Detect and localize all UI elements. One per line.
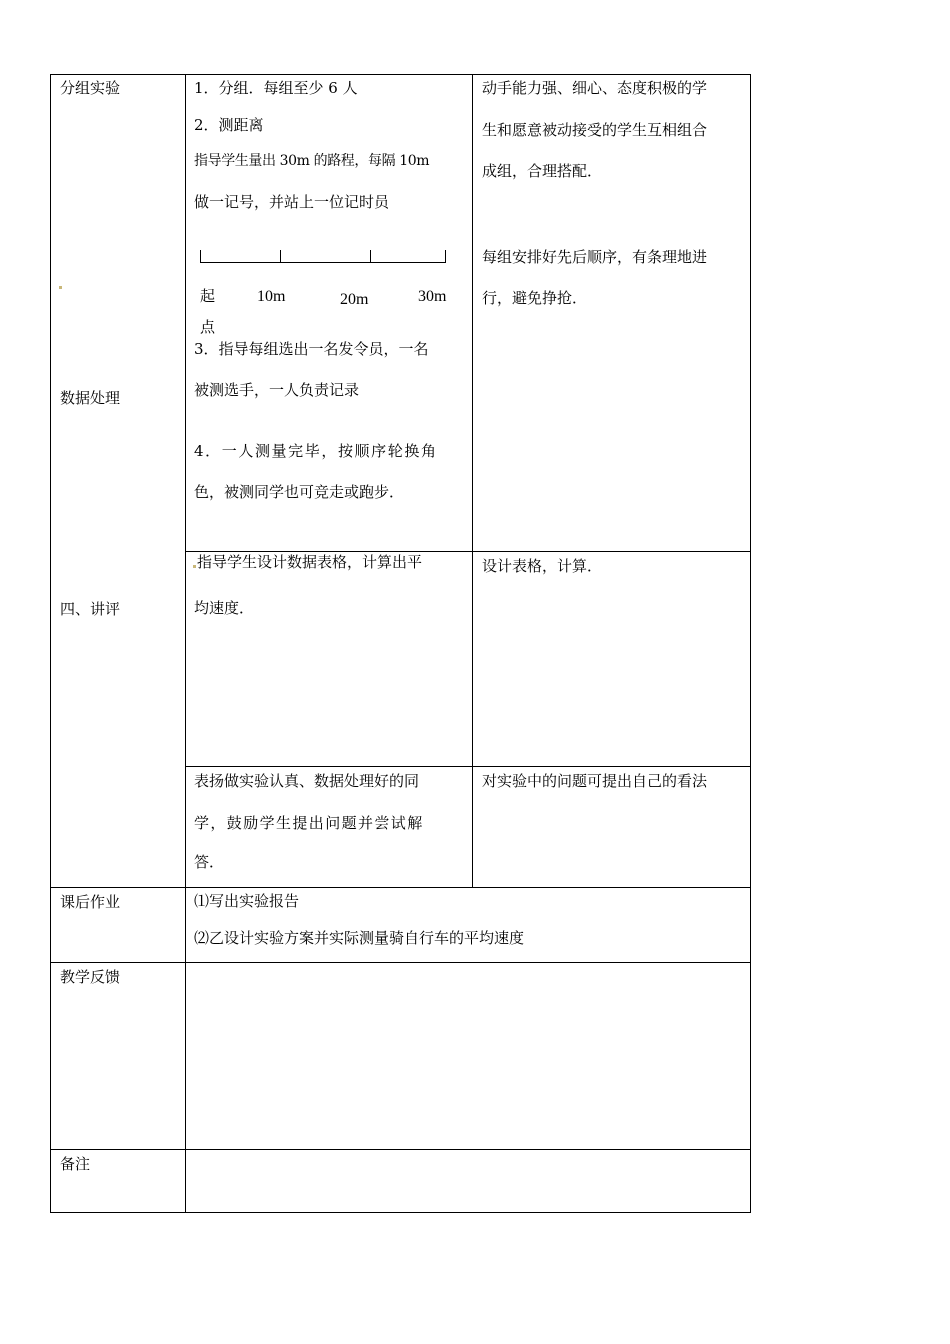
review-line-3: 答．: [194, 853, 225, 871]
student-note-b-line-1: 每组安排好先后顺序，有条理地进: [482, 248, 708, 266]
table-border-bottom: [50, 1212, 751, 1213]
step-3-line-1: 3．指导每组选出一名发令员，一名: [194, 340, 429, 358]
ruler-line: [200, 262, 446, 263]
speck-mark: [59, 286, 62, 289]
student-note-a-line-1: 动手能力强、细心、态度积极的学: [482, 79, 708, 97]
section-label-group-experiment: 分组实验: [60, 79, 121, 97]
column-divider-2: [472, 74, 473, 888]
column-divider-1: [185, 74, 186, 1213]
student-note-a-line-2: 生和愿意被动接受的学生互相组合: [482, 121, 708, 139]
step-2-line-1: 指导学生量出 30m 的路程，每隔 10m: [194, 153, 430, 169]
row-divider-homework: [50, 887, 750, 888]
ruler-tick-start: [200, 250, 201, 263]
section-label-homework: 课后作业: [60, 893, 121, 911]
row-divider-notes: [50, 1149, 750, 1150]
ruler-label-20m: 20m: [340, 291, 369, 308]
student-note-c-line-1: 设计表格，计算．: [482, 557, 603, 575]
student-note-d-line-1: 对实验中的问题可提出自己的看法: [482, 772, 708, 790]
data-processing-line-1: 指导学生设计数据表格，计算出平: [197, 553, 423, 571]
section-label-review: 四、讲评: [60, 600, 121, 618]
section-label-feedback: 教学反馈: [60, 968, 121, 986]
table-border-left: [50, 74, 51, 1213]
row-divider-review: [185, 766, 750, 767]
ruler-label-start-bottom: 点: [200, 318, 216, 336]
ruler-label-10m: 10m: [257, 288, 286, 305]
homework-item-2: ⑵乙设计实验方案并实际测量骑自行车的平均速度: [194, 929, 525, 947]
step-1-grouping: 1．分组．每组至少 6 人: [194, 79, 358, 97]
table-border-right: [750, 74, 751, 1213]
step-4-line-2: 色，被测同学也可竞走或跑步．: [194, 483, 405, 501]
step-4-line-1: 4．一人测量完毕，按顺序轮换角: [194, 442, 438, 460]
data-processing-line-2: 均速度．: [194, 599, 255, 617]
step-2-line-2: 做一记号，并站上一位记时员: [194, 193, 390, 211]
section-label-notes: 备注: [60, 1155, 91, 1173]
ruler-tick-30m: [445, 250, 446, 263]
speck-mark: [193, 565, 196, 568]
review-line-1: 表扬做实验认真、数据处理好的同: [194, 772, 420, 790]
table-border-top: [50, 74, 750, 75]
section-label-data-processing: 数据处理: [60, 389, 121, 407]
student-note-b-line-2: 行，避免挣抢．: [482, 289, 588, 307]
ruler-label-30m: 30m: [418, 288, 447, 305]
ruler-label-start-top: 起: [200, 287, 216, 305]
ruler-tick-20m: [370, 250, 371, 263]
homework-item-1: ⑴写出实验报告: [194, 892, 300, 910]
step-3-line-2: 被测选手，一人负责记录: [194, 381, 360, 399]
row-divider-feedback: [50, 962, 750, 963]
step-2-title: 2．测距离: [194, 116, 264, 134]
student-note-a-line-3: 成组，合理搭配．: [482, 162, 603, 180]
ruler-tick-10m: [280, 250, 281, 263]
review-line-2: 学，鼓励学生提出问题并尝试解: [194, 814, 424, 832]
